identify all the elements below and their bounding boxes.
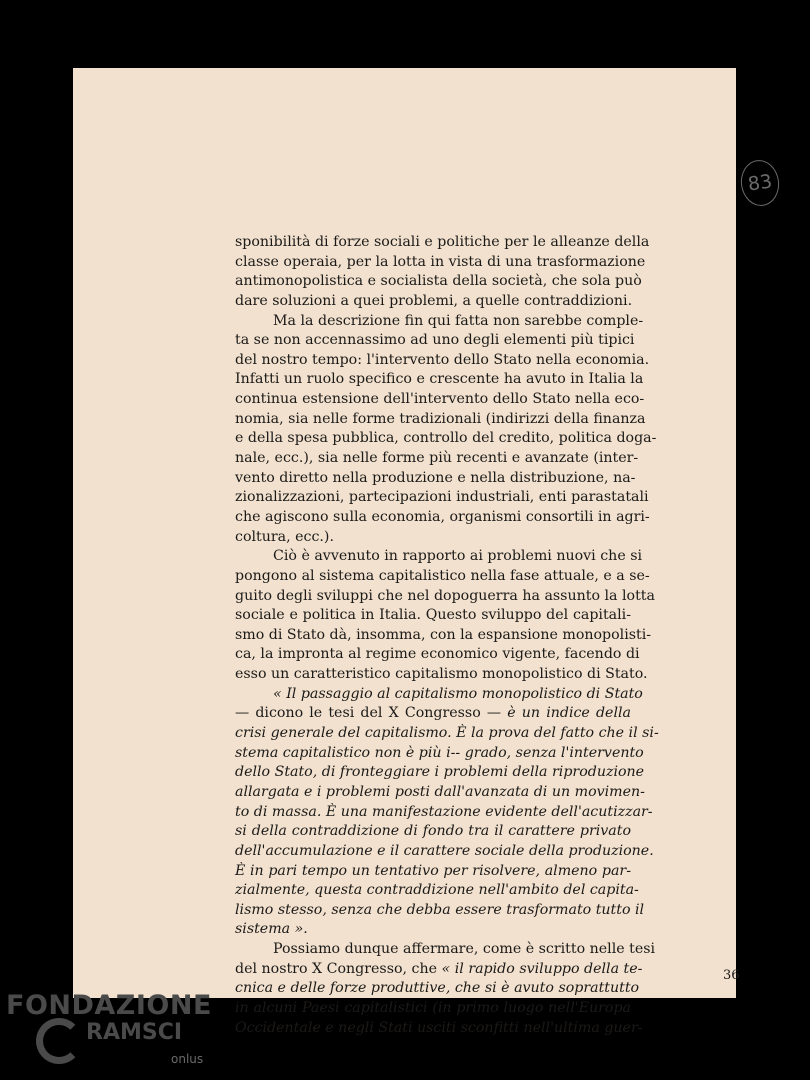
logo-line-2: RAMSCI: [86, 1020, 183, 1045]
text-line: « Il passaggio al capitalismo monopolistico di Stato: [273, 685, 643, 702]
text-line: È in pari tempo un tentativo per risolvere, almeno par-: [235, 862, 631, 879]
logo-g-mark: [36, 1018, 82, 1064]
text-line: esso un caratteristico capitalismo monopolistico di Stato.: [235, 666, 648, 683]
archive-number-stamp: 83: [738, 158, 782, 209]
text-line: vento diretto nella produzione e nella distribuzione, na-: [235, 469, 636, 486]
text-line: coltura, ecc.).: [235, 528, 334, 545]
text-line: crisi generale del capitalismo. È la prova del fatto che il si-: [235, 725, 659, 742]
text-line: sistema ».: [235, 921, 308, 938]
text-line: smo di Stato dà, insomma, con la espansione monopolisti-: [235, 626, 652, 643]
text-line: si della contraddizione di fondo tra il carattere privato: [235, 823, 631, 840]
text-line: pongono al sistema capitalistico nella fase attuale, e a se-: [235, 567, 650, 584]
text-line: sponibilità di forze sociali e politiche per le alleanze della: [235, 234, 650, 250]
body-text: [235, 233, 659, 1038]
text-line: continua estensione dell'intervento dello Stato nella eco-: [235, 391, 645, 408]
text-line: dare soluzioni a quei problemi, a quelle contraddizioni.: [235, 292, 633, 309]
text-line: stema capitalistico non è più i-- grado, senza l'intervento: [235, 744, 644, 761]
text-line: cnica e delle forze produttive, che si è avuto soprattutto: [235, 980, 640, 997]
text-line: ca, la impronta al regime economico vigente, facendo di: [235, 646, 640, 663]
text-line: guito degli sviluppi che nel dopoguerra ha assunto la lotta: [235, 587, 655, 604]
text-line: antimonopolistica e socialista della società, che sola può: [235, 273, 642, 290]
text-line: sociale e politica in Italia. Questo sviluppo del capitali-: [235, 607, 631, 624]
text-line: Ciò è avvenuto in rapporto ai problemi nuovi che si: [273, 548, 643, 565]
text-line: zialmente, questa contraddizione nell'ambito del capita-: [235, 882, 639, 899]
text-line: zionalizzazioni, partecipazioni industriali, enti parastatali: [235, 489, 649, 506]
text-run-italic: « il rapido sviluppo della te-: [441, 960, 643, 977]
text-line: del nostro tempo: l'intervento dello Stato nella economia.: [235, 351, 650, 368]
text-line: dell'accumulazione e il carattere sociale della produzione.: [235, 842, 654, 859]
text-line: classe operaia, per la lotta in vista di una trasformazione: [235, 253, 646, 270]
logo-line-1: FONDAZIONE: [6, 990, 212, 1021]
text-line: [235, 960, 643, 980]
text-run: del nostro X Congresso, che: [235, 960, 442, 977]
text-run-italic: è un indice della: [507, 705, 631, 722]
text-line: Possiamo dunque affermare, come è scritto nelle tesi: [273, 941, 656, 958]
logo-line-3: onlus: [171, 1052, 204, 1066]
text-line: Ma la descrizione fin qui fatta non sarebbe comple-: [273, 312, 644, 329]
page-number: 36: [723, 968, 740, 983]
text-line: e della spesa pubblica, controllo del credito, politica doga-: [235, 430, 657, 447]
text-line: nomia, sia nelle forme tradizionali (indirizzi della finanza: [235, 410, 646, 427]
text-line: in alcuni Paesi capitalistici (in primo luogo nell'Europa: [235, 999, 631, 1016]
text-line: lismo stesso, senza che debba essere trasformato tutto il: [235, 901, 645, 918]
text-line: che agiscono sulla economia, organismi consortili in agri-: [235, 508, 650, 525]
text-line: Occidentale e negli Stati usciti sconfitti nell'ultima guer-: [235, 1019, 643, 1036]
text-line: to di massa. È una manifestazione evidente dell'acutizzar-: [235, 803, 653, 820]
text-line: allargata e i problemi posti dall'avanzata di un movimen-: [235, 783, 645, 800]
text-run: — dicono le tesi del X Congresso —: [235, 705, 508, 722]
text-line: ta se non accennassimo ad uno degli elementi più tipici: [235, 332, 635, 349]
text-line: Infatti un ruolo specifico e crescente ha avuto in Italia la: [235, 371, 644, 388]
text-line: [235, 704, 631, 724]
text-line: dello Stato, di fronteggiare i problemi della riproduzione: [235, 764, 645, 781]
text-line: nale, ecc.), sia nelle forme più recenti e avanzate (inter-: [235, 450, 639, 467]
